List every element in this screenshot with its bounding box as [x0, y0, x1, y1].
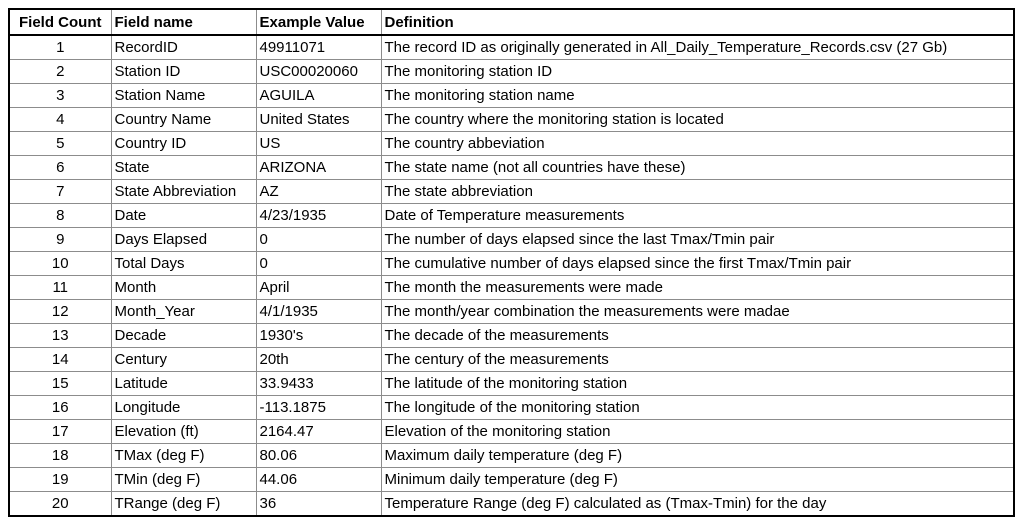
field-name-cell: State	[111, 156, 256, 180]
field-definitions-sheet	[8, 8, 1013, 517]
table-row	[9, 180, 1014, 204]
field-name-cell: Elevation (ft)	[111, 420, 256, 444]
definition-cell: Minimum daily temperature (deg F)	[381, 468, 1014, 492]
table-row	[9, 108, 1014, 132]
field-name-cell: Date	[111, 204, 256, 228]
definition-cell: The country where the monitoring station is located	[381, 108, 1014, 132]
example-value-cell: -113.1875	[256, 396, 381, 420]
definition-cell: The monitoring station name	[381, 84, 1014, 108]
definition-cell: The month the measurements were made	[381, 276, 1014, 300]
definition-cell: Elevation of the monitoring station	[381, 420, 1014, 444]
example-value-cell: 0	[256, 252, 381, 276]
definition-cell: The century of the measurements	[381, 348, 1014, 372]
definition-cell: The state name (not all countries have these)	[381, 156, 1014, 180]
example-value-cell: 36	[256, 492, 381, 517]
table-row	[9, 372, 1014, 396]
field-definitions-table	[8, 8, 1015, 517]
field-name-cell: Century	[111, 348, 256, 372]
field-name-cell: RecordID	[111, 35, 256, 60]
definition-cell: The record ID as originally generated in All_Daily_Temperature_Records.csv (27 Gb)	[381, 35, 1014, 60]
field-name-cell: Country Name	[111, 108, 256, 132]
example-value-cell: 0	[256, 228, 381, 252]
field-name-cell: TMin (deg F)	[111, 468, 256, 492]
field-count-cell: 12	[9, 300, 111, 324]
definition-cell: Date of Temperature measurements	[381, 204, 1014, 228]
table-row	[9, 204, 1014, 228]
table-row	[9, 132, 1014, 156]
header-field-name: Field name	[111, 9, 256, 35]
definition-cell: Temperature Range (deg F) calculated as (Tmax-Tmin) for the day	[381, 492, 1014, 517]
example-value-cell: April	[256, 276, 381, 300]
table-row	[9, 276, 1014, 300]
table-row	[9, 60, 1014, 84]
table-row	[9, 35, 1014, 60]
table-body	[9, 35, 1014, 516]
table-row	[9, 300, 1014, 324]
table-row	[9, 468, 1014, 492]
field-count-cell: 16	[9, 396, 111, 420]
example-value-cell: ARIZONA	[256, 156, 381, 180]
field-count-cell: 3	[9, 84, 111, 108]
field-count-cell: 18	[9, 444, 111, 468]
field-count-cell: 11	[9, 276, 111, 300]
field-name-cell: Month	[111, 276, 256, 300]
field-count-cell: 2	[9, 60, 111, 84]
example-value-cell: 2164.47	[256, 420, 381, 444]
field-count-cell: 10	[9, 252, 111, 276]
example-value-cell: 4/1/1935	[256, 300, 381, 324]
field-name-cell: Latitude	[111, 372, 256, 396]
table-row	[9, 492, 1014, 517]
example-value-cell: United States	[256, 108, 381, 132]
field-count-cell: 17	[9, 420, 111, 444]
field-count-cell: 13	[9, 324, 111, 348]
definition-cell: Maximum daily temperature (deg F)	[381, 444, 1014, 468]
field-count-cell: 8	[9, 204, 111, 228]
field-count-cell: 6	[9, 156, 111, 180]
field-count-cell: 7	[9, 180, 111, 204]
field-name-cell: State Abbreviation	[111, 180, 256, 204]
field-count-cell: 4	[9, 108, 111, 132]
field-name-cell: Days Elapsed	[111, 228, 256, 252]
example-value-cell: USC00020060	[256, 60, 381, 84]
definition-cell: The cumulative number of days elapsed since the first Tmax/Tmin pair	[381, 252, 1014, 276]
field-name-cell: TRange (deg F)	[111, 492, 256, 517]
table-row	[9, 444, 1014, 468]
example-value-cell: 44.06	[256, 468, 381, 492]
example-value-cell: 20th	[256, 348, 381, 372]
field-name-cell: Station ID	[111, 60, 256, 84]
example-value-cell: AGUILA	[256, 84, 381, 108]
example-value-cell: AZ	[256, 180, 381, 204]
definition-cell: The number of days elapsed since the last Tmax/Tmin pair	[381, 228, 1014, 252]
definition-cell: The month/year combination the measurements were madae	[381, 300, 1014, 324]
table-row	[9, 420, 1014, 444]
table-row	[9, 228, 1014, 252]
header-example-value: Example Value	[256, 9, 381, 35]
field-name-cell: Decade	[111, 324, 256, 348]
definition-cell: The country abbeviation	[381, 132, 1014, 156]
definition-cell: The longitude of the monitoring station	[381, 396, 1014, 420]
example-value-cell: 49911071	[256, 35, 381, 60]
field-count-cell: 19	[9, 468, 111, 492]
table-row	[9, 252, 1014, 276]
field-name-cell: TMax (deg F)	[111, 444, 256, 468]
header-field-count: Field Count	[9, 9, 111, 35]
example-value-cell: 33.9433	[256, 372, 381, 396]
definition-cell: The decade of the measurements	[381, 324, 1014, 348]
table-row	[9, 156, 1014, 180]
definition-cell: The state abbreviation	[381, 180, 1014, 204]
table-row	[9, 84, 1014, 108]
definition-cell: The latitude of the monitoring station	[381, 372, 1014, 396]
table-header-row	[9, 9, 1014, 35]
field-count-cell: 20	[9, 492, 111, 517]
field-name-cell: Station Name	[111, 84, 256, 108]
example-value-cell: 4/23/1935	[256, 204, 381, 228]
table-row	[9, 324, 1014, 348]
example-value-cell: 1930's	[256, 324, 381, 348]
field-count-cell: 5	[9, 132, 111, 156]
table-row	[9, 348, 1014, 372]
example-value-cell: US	[256, 132, 381, 156]
definition-cell: The monitoring station ID	[381, 60, 1014, 84]
field-count-cell: 15	[9, 372, 111, 396]
field-name-cell: Total Days	[111, 252, 256, 276]
field-name-cell: Country ID	[111, 132, 256, 156]
field-name-cell: Month_Year	[111, 300, 256, 324]
header-definition: Definition	[381, 9, 1014, 35]
table-row	[9, 396, 1014, 420]
example-value-cell: 80.06	[256, 444, 381, 468]
field-count-cell: 14	[9, 348, 111, 372]
field-count-cell: 9	[9, 228, 111, 252]
field-name-cell: Longitude	[111, 396, 256, 420]
field-count-cell: 1	[9, 35, 111, 60]
